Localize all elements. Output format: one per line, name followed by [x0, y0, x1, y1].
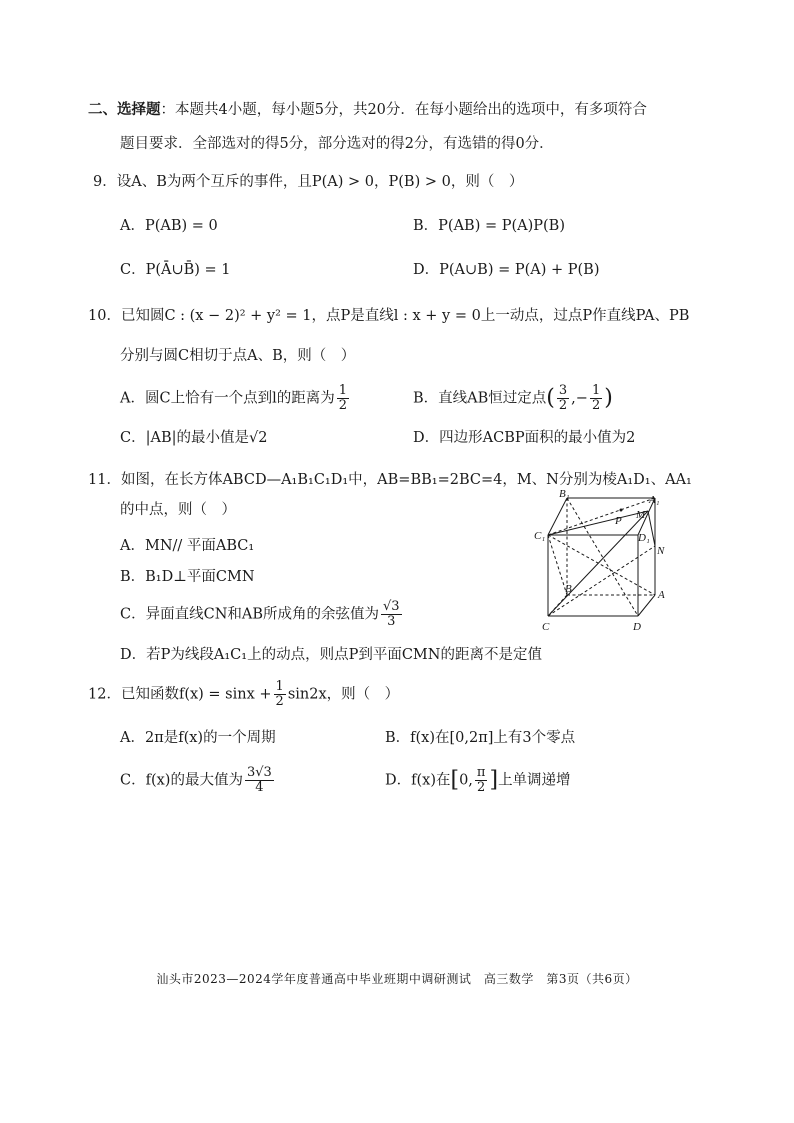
- q9-number: 9．: [93, 174, 117, 190]
- fraction-denominator: 3: [387, 614, 396, 629]
- q9-option-a[interactable]: A．P(AB) = 0: [120, 218, 218, 234]
- q10-option-c[interactable]: C．|AB|的最小值是√2: [120, 430, 268, 446]
- fraction-numerator: √3: [383, 599, 400, 614]
- edge-DA: [638, 595, 655, 616]
- q12-option-b[interactable]: B．f(x)在[0,2π]上有3个零点: [385, 730, 576, 746]
- fraction-denominator: 2: [275, 694, 284, 709]
- label-a: A: [658, 589, 665, 601]
- line-C1M: [548, 511, 648, 535]
- q12-option-c[interactable]: [120, 766, 276, 795]
- comma-minus: ,−: [571, 390, 588, 407]
- q10-option-b-x-fraction: [557, 384, 569, 413]
- q12-number: 12．: [88, 686, 121, 703]
- q10-stem-1: 已知圆C : (x − 2)² + y² = 1，点P是直线l : x + y = 0上一动点，过点P作直线PA、PB: [120, 308, 690, 324]
- q11-option-b[interactable]: B．B₁D⊥平面CMN: [120, 569, 255, 585]
- q10-option-b[interactable]: [413, 384, 613, 413]
- q12-stem-fraction: [274, 680, 286, 709]
- fraction-denominator: 2: [338, 398, 347, 413]
- q12-option-d[interactable]: [385, 766, 571, 795]
- fraction-numerator: 1: [275, 679, 284, 694]
- q9-option-c[interactable]: C．P(Ā∪B̄) = 1: [120, 262, 231, 278]
- q12-option-d-fraction: [475, 766, 488, 795]
- q11-stem-line-2: 的中点，则（ ）: [120, 502, 236, 518]
- q12-option-d-post: 上单调递增: [498, 772, 571, 789]
- label-b: B: [565, 583, 572, 595]
- q9-option-b[interactable]: B．P(AB) = P(A)P(B): [413, 218, 565, 234]
- label-m: M: [636, 509, 646, 521]
- q11-option-c-text: C．异面直线CN和AB所成角的余弦值为: [120, 606, 380, 623]
- q12-option-c-fraction: [245, 766, 274, 795]
- q11-option-d[interactable]: D．若P为线段A₁C₁上的动点，则点P到平面CMN的距离不是定值: [120, 647, 542, 663]
- q11-option-c-fraction: [381, 600, 402, 629]
- q12-option-d-pre: D．f(x)在: [385, 772, 451, 789]
- label-d1: D₁: [638, 532, 650, 544]
- fraction-numerator: π: [476, 765, 486, 780]
- q11-option-c[interactable]: [120, 600, 404, 629]
- right-bracket: ]: [489, 767, 499, 793]
- q10-stem-line-1: [88, 306, 689, 326]
- section-intro-1: ：本题共4小题，每小题5分，共20分．在每小题给出的选项中，有多项符合: [160, 102, 647, 118]
- q12-stem-pre: 已知函数f(x) = sinx +: [120, 686, 272, 703]
- q9-stem-line: [93, 172, 523, 192]
- label-c1: C₁: [534, 530, 546, 542]
- fraction-numerator: 1: [338, 383, 347, 398]
- q10-stem-line-2: 分别与圆C相切于点A、B，则（ ）: [120, 348, 356, 364]
- point-p: [620, 509, 623, 512]
- section-intro-line-2: 题目要求．全部选对的得5分，部分选对的得2分，有选错的得0分．: [120, 136, 554, 152]
- fraction-numerator: 3√3: [246, 765, 272, 780]
- label-b1: B₁: [559, 488, 570, 500]
- page-footer: 汕头市2023—2024学年度普通高中毕业班期中调研测试 高三数学 第3页（共6页）: [156, 972, 638, 986]
- interval-start: 0,: [459, 772, 473, 789]
- label-n: N: [657, 545, 665, 557]
- fraction-denominator: 4: [255, 780, 264, 795]
- label-d: D: [633, 621, 641, 633]
- right-paren: ): [604, 385, 613, 411]
- q11-stem-1: 如图，在长方体ABCD—A₁B₁C₁D₁中，AB=BB₁=2BC=4，M、N分别为棱A₁D₁、AA₁: [120, 472, 692, 488]
- left-bracket: [: [450, 767, 460, 793]
- q10-number: 10．: [88, 308, 121, 324]
- q10-option-d[interactable]: D．四边形ACBP面积的最小值为2: [413, 430, 636, 446]
- q12-option-c-text: C．f(x)的最大值为: [120, 772, 243, 789]
- q11-stem-line-1: [88, 470, 692, 490]
- q10-option-b-text: B．直线AB恒过定点: [413, 390, 547, 407]
- q11-option-a[interactable]: A．MN// 平面ABC₁: [120, 538, 255, 554]
- q10-option-a-text: A．圆C上恰有一个点到l的距离为: [120, 390, 335, 407]
- q10-option-a-fraction: [337, 384, 349, 413]
- q9-option-d[interactable]: D．P(A∪B) = P(A) + P(B): [413, 262, 600, 278]
- q12-option-a[interactable]: A．2π是f(x)的一个周期: [120, 730, 276, 746]
- section-intro-line-1: [88, 100, 647, 120]
- fraction-numerator: 3: [558, 383, 568, 398]
- q12-stem-post: sin2x，则（ ）: [287, 686, 400, 703]
- fraction-denominator: 2: [558, 398, 568, 413]
- q9-stem: 设A、B为两个互斥的事件，且P(A) > 0，P(B) > 0，则（ ）: [116, 174, 524, 190]
- q10-option-b-y-fraction: [590, 384, 602, 413]
- cuboid-figure: [530, 488, 680, 638]
- label-c: C: [542, 621, 550, 633]
- label-p: P: [615, 515, 622, 527]
- fraction-numerator: 1: [591, 383, 601, 398]
- label-a1: A₁: [649, 494, 660, 506]
- q12-stem-line: [88, 680, 399, 709]
- left-paren: (: [546, 385, 555, 411]
- section-title: 二、选择题: [88, 101, 161, 118]
- fraction-denominator: 2: [591, 398, 601, 413]
- q11-number: 11．: [88, 472, 121, 488]
- line-CN-hidden: [548, 546, 655, 616]
- fraction-denominator: 2: [477, 780, 486, 795]
- q10-option-a[interactable]: [120, 384, 351, 413]
